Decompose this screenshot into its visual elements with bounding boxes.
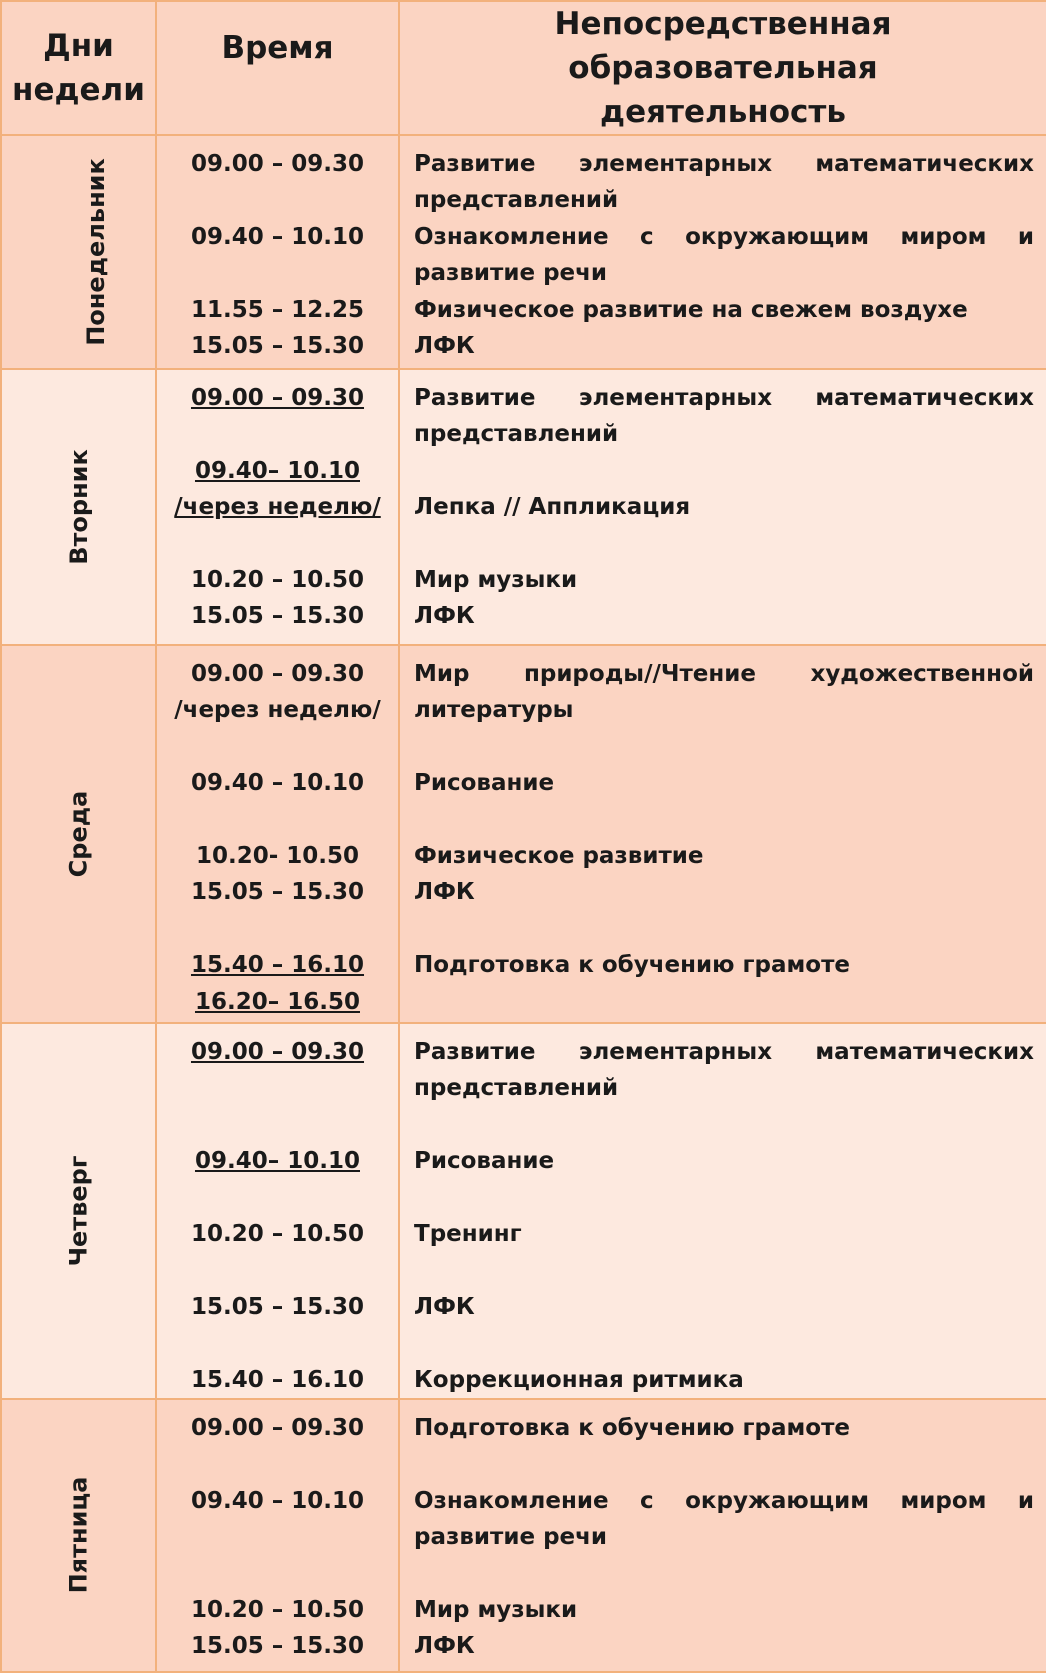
day-cell (1, 369, 156, 645)
activity-line: Ознакомление с окружающим миром и (414, 1487, 1034, 1514)
activity-line: Мир музыки (414, 566, 578, 593)
time-line (157, 526, 398, 562)
activity-line: ЛФК (414, 879, 475, 906)
header-day-line2: недели (12, 72, 145, 108)
day-row (1, 135, 1046, 369)
time-text: 15.05 – 15.30 (190, 332, 365, 359)
time-text: 10.20- 10.50 (195, 842, 360, 869)
activity-line (400, 911, 1046, 947)
time-line (157, 146, 398, 182)
time-line (157, 729, 398, 765)
day-cell (1, 1023, 156, 1399)
time-text: 09.40 – 10.10 (190, 223, 365, 250)
day-cell (1, 135, 156, 369)
activity-line: представлений (414, 421, 619, 448)
activity-line: Физическое развитие на свежем воздухе (414, 296, 968, 323)
time-line (157, 874, 398, 910)
time-line (157, 1180, 398, 1216)
time-text: 09.00 – 09.30 (190, 151, 365, 177)
activity-line (400, 802, 1046, 838)
time-text: 09.00 – 09.30 (190, 385, 365, 411)
time-line (157, 1216, 398, 1252)
activity-cell (399, 1399, 1046, 1672)
time-text: 11.55 – 12.25 (190, 296, 365, 323)
day-name: Пятница (64, 1477, 93, 1594)
activity-line: ЛФК (414, 332, 475, 359)
activity-line: ЛФК (414, 603, 475, 630)
time-text: 16.20– 16.50 (194, 988, 360, 1015)
time-line (157, 1555, 398, 1591)
time-text: 09.00 – 09.30 (190, 1414, 365, 1441)
activity-line: Физическое развитие (414, 842, 704, 869)
activity-line: развитие речи (414, 1524, 608, 1551)
activity-line: Мир музыки (414, 1596, 578, 1623)
header-day-line1: Дни (43, 28, 114, 64)
time-line (157, 656, 398, 692)
activity-line: Лепка // Аппликация (414, 494, 691, 521)
time-text: 15.05 – 15.30 (190, 1633, 365, 1660)
time-line (157, 1143, 398, 1179)
time-cell (156, 645, 399, 1023)
activity-line: Тренинг (414, 1220, 522, 1247)
activity-line: Рисование (414, 770, 555, 797)
day-name: Четверг (64, 1155, 93, 1267)
activity-line: Развитие элементарных математических (414, 385, 1034, 411)
activity-line: Коррекционная ритмика (414, 1366, 744, 1393)
time-line (157, 1107, 398, 1143)
activity-line: представлений (414, 1075, 619, 1102)
activity-line: Подготовка к обучению грамоте (414, 952, 851, 979)
time-line (157, 598, 398, 634)
time-line (157, 562, 398, 598)
time-line (157, 947, 398, 983)
time-line (157, 1410, 398, 1446)
time-line (157, 1519, 398, 1555)
activity-line (400, 1325, 1046, 1361)
time-text: 09.40– 10.10 (194, 457, 360, 484)
time-line (157, 692, 398, 728)
activity-cell (399, 369, 1046, 645)
header-time-label: Время (221, 30, 334, 66)
day-cell (1, 645, 156, 1023)
time-line (157, 838, 398, 874)
activity-line (400, 526, 1046, 562)
time-line (157, 453, 398, 489)
time-text: 10.20 – 10.50 (190, 1220, 365, 1247)
time-cell (156, 1399, 399, 1672)
time-cell (156, 1023, 399, 1399)
time-text: /через неделю/ (174, 494, 381, 521)
time-text: 09.40 – 10.10 (190, 1487, 365, 1514)
header-activity-line2: деятельность (600, 94, 846, 130)
time-line (157, 1483, 398, 1519)
time-text: 10.20 – 10.50 (190, 1596, 365, 1623)
time-line (157, 328, 398, 364)
activity-line (400, 1555, 1046, 1591)
time-text: 09.00 – 09.30 (190, 661, 365, 687)
activity-line: Развитие элементарных математических (414, 151, 1034, 177)
time-line (157, 1252, 398, 1288)
time-line (157, 1362, 398, 1398)
time-line (157, 802, 398, 838)
day-row (1, 369, 1046, 645)
activity-line (400, 984, 1046, 1020)
time-line (157, 984, 398, 1020)
activity-line (400, 729, 1046, 765)
time-text: /через неделю/ (174, 697, 381, 724)
time-text: 10.20 – 10.50 (190, 566, 365, 593)
day-name: Среда (64, 790, 93, 878)
time-line (157, 489, 398, 525)
time-text: 09.00 – 09.30 (190, 1039, 365, 1065)
header-activity-line1: Непосредственная образовательная (554, 6, 892, 86)
time-text: 15.40 – 16.10 (190, 1366, 365, 1393)
day-name: Понедельник (81, 158, 110, 346)
activity-line: ЛФК (414, 1633, 475, 1660)
time-line (157, 416, 398, 452)
time-line (157, 380, 398, 416)
day-row (1, 645, 1046, 1023)
time-cell (156, 135, 399, 369)
activity-line: Подготовка к обучению грамоте (414, 1414, 851, 1441)
time-text: 15.05 – 15.30 (190, 879, 365, 906)
time-line (157, 765, 398, 801)
time-text: 09.40– 10.10 (194, 1148, 360, 1175)
activity-line (400, 1252, 1046, 1288)
activity-cell (399, 1023, 1046, 1399)
time-text: 15.05 – 15.30 (190, 603, 365, 630)
activity-cell (399, 135, 1046, 369)
time-line (157, 1070, 398, 1106)
time-line (157, 1325, 398, 1361)
time-line (157, 1628, 398, 1664)
activity-line (400, 1180, 1046, 1216)
time-cell (156, 369, 399, 645)
time-line (157, 1034, 398, 1070)
activity-line (400, 1446, 1046, 1482)
time-text: 09.40 – 10.10 (190, 770, 365, 797)
day-cell (1, 1399, 156, 1672)
activity-line: Мир природы//Чтение художественной (414, 661, 1034, 687)
day-name: Вторник (64, 449, 93, 565)
day-row (1, 1023, 1046, 1399)
activity-line: Развитие элементарных математических (414, 1039, 1034, 1065)
time-line (157, 182, 398, 218)
activity-line (400, 1107, 1046, 1143)
activity-line: представлений (414, 187, 619, 214)
time-line (157, 292, 398, 328)
time-text: 15.40 – 16.10 (190, 952, 365, 979)
activity-line: литературы (414, 697, 574, 724)
time-line (157, 1289, 398, 1325)
time-line (157, 255, 398, 291)
time-line (157, 219, 398, 255)
activity-cell (399, 645, 1046, 1023)
time-line (157, 911, 398, 947)
header-day (1, 1, 156, 135)
activity-line: ЛФК (414, 1293, 475, 1320)
header-activity (399, 1, 1046, 135)
activity-line: Ознакомление с окружающим миром и (414, 223, 1034, 250)
time-text: 15.05 – 15.30 (190, 1293, 365, 1320)
time-line (157, 1592, 398, 1628)
header-time (156, 1, 399, 135)
activity-line: Рисование (414, 1148, 555, 1175)
activity-line (400, 453, 1046, 489)
day-row (1, 1399, 1046, 1672)
activity-line: развитие речи (414, 260, 608, 287)
time-line (157, 1446, 398, 1482)
